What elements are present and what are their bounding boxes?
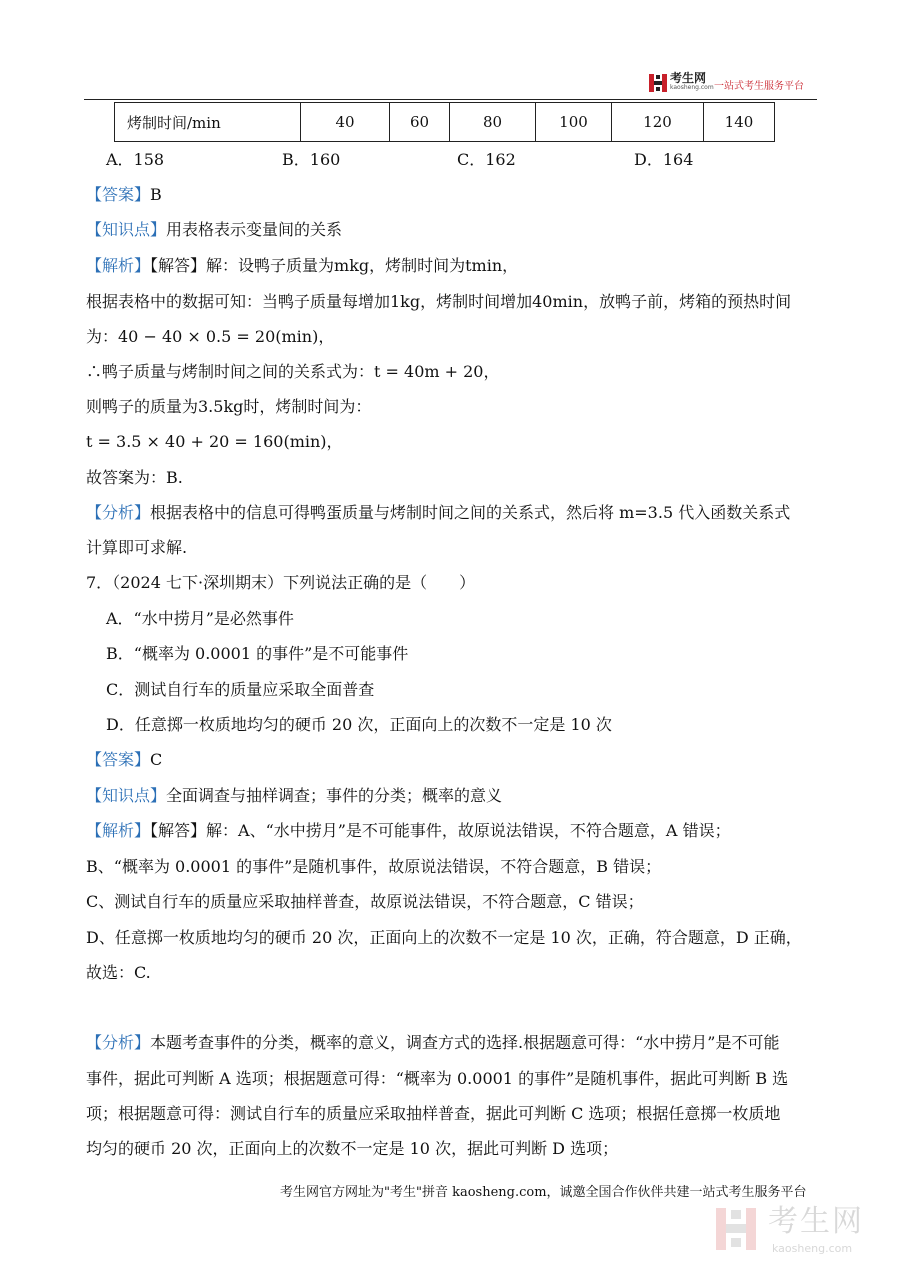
logo-text-cn: 考生网: [670, 71, 707, 85]
q6-option-d: D．164: [634, 150, 694, 169]
answer-tag: 【答案】: [86, 185, 151, 204]
fenxi-tag: 【分析】: [86, 503, 151, 522]
fenxi-tag: 【分析】: [86, 1033, 151, 1052]
analysis-tag: 【解析】: [86, 256, 151, 275]
q6-analysis-line-1: [86, 503, 790, 523]
q7-stem: 7．（2024 七下·深圳期末）下列说法正确的是（ ）: [86, 573, 476, 592]
q7-option-d: D．任意掷一枚质地均匀的硬币 20 次，正面向上的次数不一定是 10 次: [106, 715, 612, 734]
q6-solution-line-7: 故答案为：B.: [86, 468, 183, 487]
q7-analysis-line-3: 项；根据题意可得：测试自行车的质量应采取抽样普查，据此可判断 C 选项；根据任意掷一枚质地: [86, 1104, 781, 1123]
watermark-text-cn: 考生网: [768, 1204, 864, 1239]
q7-analysis-line-2: 事件，据此可判断 A 选项；根据题意可得：“概率为 0.0001 的事件”是随机事件，据此可判断 B 选: [86, 1069, 789, 1088]
q6-solution-line-2: 根据表格中的数据可知：当鸭子质量每增加1kg，烤制时间增加40min，放鸭子前，烤箱的预热时间: [86, 292, 792, 311]
table-row-label: 烤制时间/min: [115, 103, 301, 142]
q7-analysis-line-1: [86, 1033, 779, 1053]
logo-text-en: kaosheng.com: [670, 84, 714, 91]
table-row: [115, 103, 775, 142]
fenxi-text: 根据表格中的信息可得鸭蛋质量与烤制时间之间的关系式，然后将 m=3.5 代入函数关系式: [150, 503, 791, 522]
q6-knowledge: [86, 220, 342, 240]
q6-solution-line-4: ∴鸭子质量与烤制时间之间的关系式为：t = 40m + 20，: [86, 362, 500, 381]
q6-option-b: B．160: [282, 150, 341, 169]
watermark: [714, 1204, 884, 1260]
answer-value: C: [150, 750, 163, 769]
analysis-tag: 【解析】: [86, 821, 151, 840]
knowledge-text: 用表格表示变量间的关系: [166, 220, 343, 239]
q6-solution-line-6: t = 3.5 × 40 + 20 = 160(min)，: [86, 432, 343, 451]
solution-text: 【解答】解：设鸭子质量为mkg，烤制时间为tmin，: [150, 256, 519, 275]
q7-analysis-line-4: 均匀的硬币 20 次，正面向上的次数不一定是 10 次，据此可判断 D 选项；: [86, 1139, 619, 1158]
answer-value: B: [150, 185, 162, 204]
header-slogan: 一站式考生服务平台: [714, 81, 804, 92]
watermark-logo-icon: [714, 1206, 758, 1252]
kaosheng-logo-icon: [648, 73, 668, 93]
footer-text: 考生网官方网址为"考生"拼音 kaosheng.com，诚邀全国合作伙伴共建一站式考生服务平台: [280, 1185, 807, 1200]
q6-solution-line-5: 则鸭子的质量为3.5kg时，烤制时间为：: [86, 397, 372, 416]
time-table: [114, 102, 775, 142]
q6-analysis-line-2: 计算即可求解.: [86, 538, 188, 557]
q7-option-a: A．“水中捞月”是必然事件: [106, 609, 294, 628]
q6-option-c: C．162: [457, 150, 516, 169]
solution-text: 【解答】解：A、“水中捞月”是不可能事件，故原说法错误，不符合题意，A 错误；: [150, 821, 731, 840]
watermark-text-en: kaosheng.com: [772, 1242, 853, 1255]
q7-option-c: C．测试自行车的质量应采取全面普查: [106, 680, 375, 699]
table-cell: 120: [612, 103, 704, 142]
table-cell: 40: [301, 103, 390, 142]
table-cell: 60: [390, 103, 450, 142]
knowledge-text: 全面调查与抽样调查；事件的分类；概率的意义: [166, 786, 503, 805]
q7-solution-line-1: [86, 821, 731, 841]
q7-answer: [86, 750, 162, 770]
q7-option-b: B．“概率为 0.0001 的事件”是不可能事件: [106, 644, 409, 663]
q7-solution-line-5: 故选：C.: [86, 963, 151, 982]
table-cell: 140: [704, 103, 775, 142]
q6-solution-line-3: 为：40 − 40 × 0.5 = 20(min)，: [86, 327, 335, 346]
q7-solution-line-3: C、测试自行车的质量应采取抽样普查，故原说法错误，不符合题意，C 错误；: [86, 892, 644, 911]
knowledge-tag: 【知识点】: [86, 786, 167, 805]
q7-solution-line-2: B、“概率为 0.0001 的事件”是随机事件，故原说法错误，不符合题意，B 错误；: [86, 857, 662, 876]
knowledge-tag: 【知识点】: [86, 220, 167, 239]
q7-solution-line-4: D、任意掷一枚质地均匀的硬币 20 次，正面向上的次数不一定是 10 次，正确，符合题意，D 正确，: [86, 928, 802, 947]
table-cell: 80: [450, 103, 536, 142]
header-rule: [84, 99, 817, 100]
header-logo: [648, 72, 818, 94]
answer-tag: 【答案】: [86, 750, 151, 769]
table-cell: 100: [536, 103, 612, 142]
fenxi-text: 本题考查事件的分类，概率的意义，调查方式的选择.根据题意可得：“水中捞月”是不可能: [150, 1033, 780, 1052]
q6-option-a: A．158: [106, 150, 165, 169]
q6-solution-line-1: [86, 256, 518, 276]
q6-answer: [86, 185, 162, 205]
q7-knowledge: [86, 786, 502, 806]
